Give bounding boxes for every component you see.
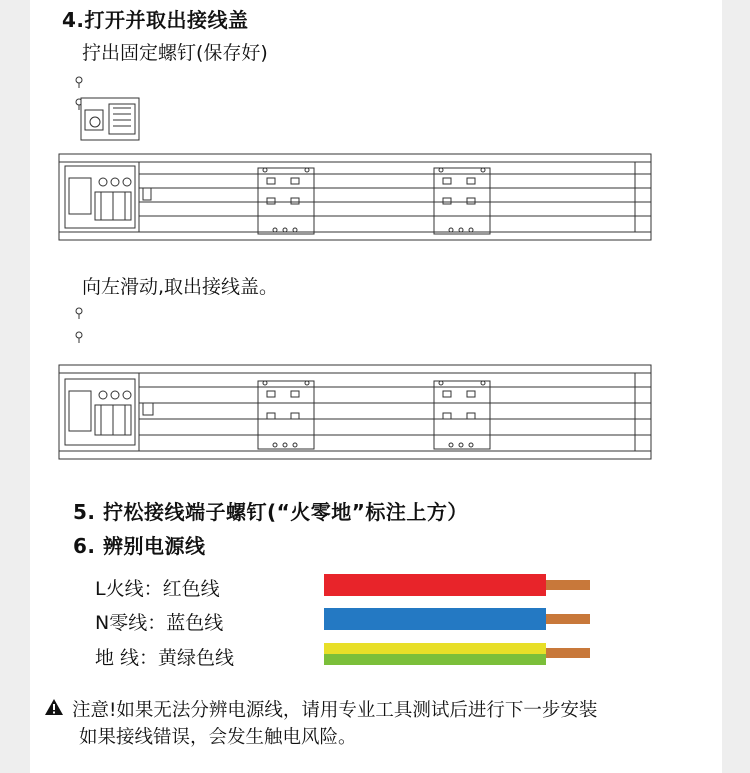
- warning-triangle-icon: [44, 698, 64, 716]
- ground-wire-swatch: [324, 643, 590, 665]
- ground-wire-insulation-green: [324, 654, 546, 665]
- mounting-bracket: [258, 168, 314, 234]
- ground-wire-copper: [546, 648, 590, 658]
- fixture-diagram-without-cover: [55, 305, 655, 465]
- warning-line2: 如果接线错误，会发生触电风险。: [79, 727, 357, 748]
- neutral-wire-insulation: [324, 608, 546, 630]
- neutral-wire-copper: [546, 614, 590, 624]
- step4-sub2: 向左滑动,取出接线盖。: [82, 276, 279, 298]
- ground-wire-insulation-yellow: [324, 643, 546, 654]
- step5-heading: 5. 拧松接线端子螺钉(“火零地”标注上方）: [73, 500, 468, 524]
- fixture-rail: [59, 365, 651, 459]
- live-wire-insulation: [324, 574, 546, 596]
- screw-icon: [76, 77, 82, 88]
- wire-label-live: L火线：红色线: [95, 578, 220, 600]
- terminal-cover: [81, 98, 139, 140]
- terminal-block: [65, 166, 151, 228]
- mounting-bracket: [258, 381, 314, 449]
- neutral-wire-swatch: [324, 608, 590, 630]
- warning-line1: 注意!如果无法分辨电源线，请用专业工具测试后进行下一步安装: [72, 700, 598, 721]
- step6-heading: 6. 辨别电源线: [73, 534, 206, 558]
- live-wire-swatch: [324, 574, 590, 596]
- fixture-rail: [59, 154, 651, 240]
- warning-note: [44, 697, 597, 751]
- step4-heading: 4.打开并取出接线盖: [62, 8, 249, 32]
- wire-label-ground: 地 线：黄绿色线: [95, 647, 235, 669]
- screw-icon: [76, 308, 82, 319]
- mounting-bracket: [434, 168, 490, 234]
- step4-sub1: 拧出固定螺钉(保存好): [82, 42, 268, 64]
- screw-icon: [76, 332, 82, 343]
- fixture-diagram-with-cover: [55, 70, 655, 250]
- wire-color-samples: [324, 574, 594, 666]
- mounting-bracket: [434, 381, 490, 449]
- live-wire-copper: [546, 580, 590, 590]
- wire-label-neutral: N零线：蓝色线: [95, 612, 224, 634]
